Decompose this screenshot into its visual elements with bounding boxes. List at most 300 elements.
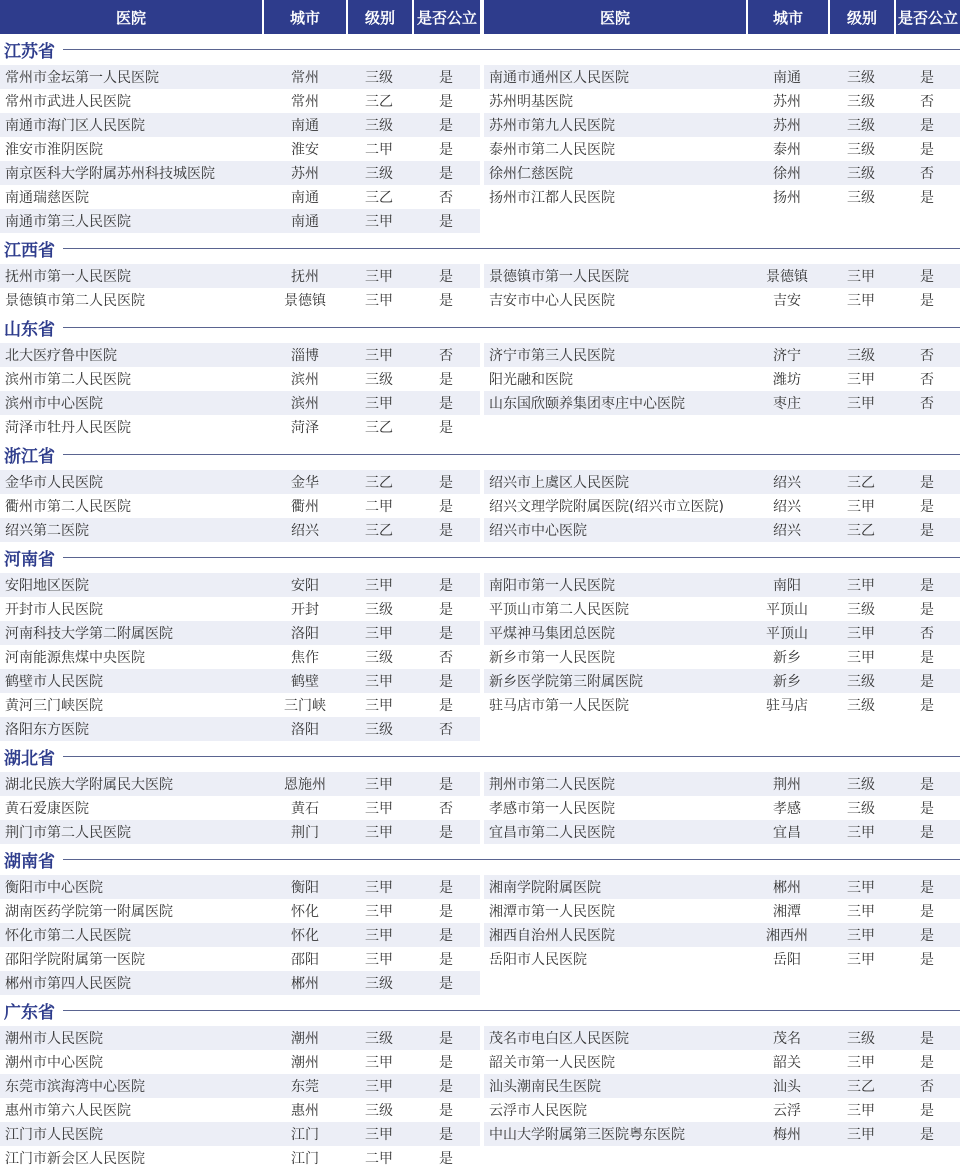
public-status: 否 bbox=[920, 396, 934, 412]
table-row bbox=[484, 1098, 960, 1122]
city: 驻马店 bbox=[766, 698, 808, 714]
public-status: 是 bbox=[439, 70, 453, 86]
city: 吉安 bbox=[773, 293, 801, 309]
city: 枣庄 bbox=[773, 396, 801, 412]
city: 南通 bbox=[291, 118, 319, 134]
hospital-name: 绍兴市上虞区人民医院 bbox=[489, 475, 629, 491]
hospital-name: 湘西自治州人民医院 bbox=[489, 928, 615, 944]
table-row bbox=[0, 820, 480, 844]
city: 江门 bbox=[291, 1151, 319, 1167]
city: 绍兴 bbox=[291, 523, 319, 539]
public-status: 否 bbox=[920, 166, 934, 182]
hospital-name: 南通瑞慈医院 bbox=[5, 190, 89, 206]
divider bbox=[63, 248, 960, 249]
city: 苏州 bbox=[291, 166, 319, 182]
grade: 三级 bbox=[847, 602, 875, 618]
hospital-name: 潮州市人民医院 bbox=[5, 1031, 103, 1047]
grade: 三乙 bbox=[365, 475, 393, 491]
header-city: 城市 bbox=[264, 0, 346, 34]
city: 新乡 bbox=[773, 650, 801, 666]
grade: 三级 bbox=[847, 142, 875, 158]
hospital-name: 泰州市第二人民医院 bbox=[489, 142, 615, 158]
table-row bbox=[484, 645, 960, 669]
grade: 三级 bbox=[365, 70, 393, 86]
public-status: 是 bbox=[920, 578, 934, 594]
hospital-name: 金华市人民医院 bbox=[5, 475, 103, 491]
public-status: 是 bbox=[920, 801, 934, 817]
public-status: 是 bbox=[439, 777, 453, 793]
city: 苏州 bbox=[773, 94, 801, 110]
hospital-name: 滨州市第二人民医院 bbox=[5, 372, 131, 388]
city: 洛阳 bbox=[291, 626, 319, 642]
grade: 二甲 bbox=[365, 1151, 393, 1167]
table-row bbox=[0, 1074, 480, 1098]
public-status: 是 bbox=[920, 1031, 934, 1047]
public-status: 是 bbox=[439, 1151, 453, 1167]
left-column bbox=[0, 343, 480, 439]
city: 淮安 bbox=[291, 142, 319, 158]
hospital-name: 绍兴文理学院附属医院(绍兴市立医院) bbox=[489, 499, 724, 515]
table-row bbox=[0, 113, 480, 137]
hospital-name: 济宁市第三人民医院 bbox=[489, 348, 615, 364]
city: 金华 bbox=[291, 475, 319, 491]
city: 扬州 bbox=[773, 190, 801, 206]
grade: 三级 bbox=[847, 348, 875, 364]
table-row bbox=[484, 161, 960, 185]
city: 平顶山 bbox=[766, 626, 808, 642]
grade: 三甲 bbox=[847, 952, 875, 968]
left-column bbox=[0, 875, 480, 995]
province-section bbox=[0, 312, 960, 439]
city: 湘西州 bbox=[766, 928, 808, 944]
left-column bbox=[0, 1026, 480, 1170]
province-section bbox=[0, 542, 960, 741]
right-column bbox=[484, 875, 960, 995]
table-row bbox=[484, 693, 960, 717]
table-row bbox=[484, 899, 960, 923]
table-row bbox=[0, 971, 480, 995]
hospital-name: 扬州市江都人民医院 bbox=[489, 190, 615, 206]
right-column bbox=[484, 573, 960, 741]
public-status: 是 bbox=[439, 475, 453, 491]
right-column bbox=[484, 1026, 960, 1170]
table-row bbox=[0, 367, 480, 391]
public-status: 是 bbox=[920, 674, 934, 690]
header-public: 是否公立 bbox=[896, 0, 960, 34]
hospital-name: 苏州明基医院 bbox=[489, 94, 573, 110]
city: 南通 bbox=[773, 70, 801, 86]
grade: 三甲 bbox=[365, 1055, 393, 1071]
table-row bbox=[484, 597, 960, 621]
grade: 三甲 bbox=[847, 499, 875, 515]
header-left bbox=[0, 0, 480, 34]
grade: 三级 bbox=[365, 118, 393, 134]
table-row bbox=[0, 391, 480, 415]
grade: 三甲 bbox=[365, 626, 393, 642]
city: 梅州 bbox=[773, 1127, 801, 1143]
table-row bbox=[0, 264, 480, 288]
city: 云浮 bbox=[773, 1103, 801, 1119]
public-status: 是 bbox=[439, 142, 453, 158]
grade: 三级 bbox=[365, 602, 393, 618]
hospital-name: 南通市第三人民医院 bbox=[5, 214, 131, 230]
public-status: 是 bbox=[439, 825, 453, 841]
city: 宜昌 bbox=[773, 825, 801, 841]
table-row bbox=[484, 470, 960, 494]
city: 泰州 bbox=[773, 142, 801, 158]
left-column bbox=[0, 470, 480, 542]
divider bbox=[63, 756, 960, 757]
city: 岳阳 bbox=[773, 952, 801, 968]
hospital-name: 怀化市第二人民医院 bbox=[5, 928, 131, 944]
hospital-name: 江门市人民医院 bbox=[5, 1127, 103, 1143]
table-row bbox=[0, 470, 480, 494]
grade: 三甲 bbox=[365, 904, 393, 920]
hospital-name: 湘潭市第一人民医院 bbox=[489, 904, 615, 920]
public-status: 是 bbox=[439, 904, 453, 920]
table-row bbox=[0, 796, 480, 820]
hospital-name: 阳光融和医院 bbox=[489, 372, 573, 388]
table-row bbox=[0, 415, 480, 439]
grade: 三甲 bbox=[847, 293, 875, 309]
table-row bbox=[484, 923, 960, 947]
table-row bbox=[484, 573, 960, 597]
grade: 三级 bbox=[847, 94, 875, 110]
city: 恩施州 bbox=[284, 777, 326, 793]
public-status: 是 bbox=[920, 698, 934, 714]
hospital-name: 新乡医学院第三附属医院 bbox=[489, 674, 643, 690]
city: 绍兴 bbox=[773, 523, 801, 539]
right-column bbox=[484, 470, 960, 542]
public-status: 否 bbox=[439, 722, 453, 738]
table-row bbox=[0, 185, 480, 209]
divider bbox=[63, 49, 960, 50]
city: 景德镇 bbox=[766, 269, 808, 285]
public-status: 是 bbox=[920, 1055, 934, 1071]
grade: 三甲 bbox=[365, 952, 393, 968]
public-status: 否 bbox=[920, 1079, 934, 1095]
city: 南阳 bbox=[773, 578, 801, 594]
grade: 三级 bbox=[365, 372, 393, 388]
city: 新乡 bbox=[773, 674, 801, 690]
city: 黄石 bbox=[291, 801, 319, 817]
hospital-name: 云浮市人民医院 bbox=[489, 1103, 587, 1119]
city: 安阳 bbox=[291, 578, 319, 594]
table-row bbox=[0, 65, 480, 89]
city: 景德镇 bbox=[284, 293, 326, 309]
table-row bbox=[484, 772, 960, 796]
divider bbox=[63, 1010, 960, 1011]
table-row bbox=[0, 772, 480, 796]
province-section bbox=[0, 34, 960, 233]
header-right bbox=[484, 0, 960, 34]
grade: 三级 bbox=[847, 674, 875, 690]
public-status: 否 bbox=[920, 372, 934, 388]
province-body bbox=[0, 1026, 960, 1170]
grade: 三甲 bbox=[365, 801, 393, 817]
right-column bbox=[484, 772, 960, 844]
header-hospital: 医院 bbox=[484, 0, 746, 34]
city: 抚州 bbox=[291, 269, 319, 285]
province-body bbox=[0, 65, 960, 233]
grade: 三甲 bbox=[365, 578, 393, 594]
hospital-name: 淮安市淮阴医院 bbox=[5, 142, 103, 158]
public-status: 否 bbox=[439, 801, 453, 817]
city: 淄博 bbox=[291, 348, 319, 364]
grade: 三级 bbox=[365, 650, 393, 666]
grade: 三甲 bbox=[847, 928, 875, 944]
hospital-name: 宜昌市第二人民医院 bbox=[489, 825, 615, 841]
table-row bbox=[0, 1050, 480, 1074]
public-status: 是 bbox=[439, 1127, 453, 1143]
grade: 二甲 bbox=[365, 499, 393, 515]
grade: 三甲 bbox=[847, 396, 875, 412]
public-status: 否 bbox=[920, 348, 934, 364]
table-row bbox=[0, 1098, 480, 1122]
public-status: 是 bbox=[439, 396, 453, 412]
table-row bbox=[0, 209, 480, 233]
city: 潮州 bbox=[291, 1031, 319, 1047]
public-status: 是 bbox=[920, 475, 934, 491]
grade: 三甲 bbox=[365, 293, 393, 309]
hospital-name: 惠州市第六人民医院 bbox=[5, 1103, 131, 1119]
public-status: 是 bbox=[439, 214, 453, 230]
hospital-name: 韶关市第一人民医院 bbox=[489, 1055, 615, 1071]
grade: 三甲 bbox=[365, 777, 393, 793]
grade: 三甲 bbox=[847, 650, 875, 666]
table-row bbox=[484, 875, 960, 899]
province-sections bbox=[0, 34, 960, 1170]
table-row bbox=[484, 113, 960, 137]
city: 滨州 bbox=[291, 396, 319, 412]
grade: 三级 bbox=[365, 722, 393, 738]
hospital-name: 平顶山市第二人民医院 bbox=[489, 602, 629, 618]
public-status: 是 bbox=[439, 952, 453, 968]
right-column bbox=[484, 264, 960, 312]
city: 洛阳 bbox=[291, 722, 319, 738]
public-status: 否 bbox=[920, 94, 934, 110]
grade: 三乙 bbox=[365, 94, 393, 110]
grade: 三甲 bbox=[847, 1103, 875, 1119]
public-status: 否 bbox=[439, 348, 453, 364]
public-status: 是 bbox=[920, 269, 934, 285]
province-section bbox=[0, 995, 960, 1170]
table-row bbox=[484, 669, 960, 693]
public-status: 是 bbox=[439, 269, 453, 285]
public-status: 是 bbox=[920, 777, 934, 793]
city: 韶关 bbox=[773, 1055, 801, 1071]
grade: 三乙 bbox=[847, 523, 875, 539]
grade: 三乙 bbox=[847, 1079, 875, 1095]
province-title: 湖南省 bbox=[4, 852, 55, 872]
table-row bbox=[0, 669, 480, 693]
hospital-name: 南阳市第一人民医院 bbox=[489, 578, 615, 594]
header-city: 城市 bbox=[748, 0, 828, 34]
public-status: 是 bbox=[439, 880, 453, 896]
table-row bbox=[484, 796, 960, 820]
city: 湘潭 bbox=[773, 904, 801, 920]
grade: 三甲 bbox=[365, 1127, 393, 1143]
city: 南通 bbox=[291, 214, 319, 230]
hospital-name: 景德镇市第一人民医院 bbox=[489, 269, 629, 285]
public-status: 是 bbox=[920, 880, 934, 896]
public-status: 否 bbox=[439, 650, 453, 666]
hospital-name: 湘南学院附属医院 bbox=[489, 880, 601, 896]
hospital-name: 江门市新会区人民医院 bbox=[5, 1151, 145, 1167]
public-status: 是 bbox=[439, 928, 453, 944]
table-row bbox=[484, 820, 960, 844]
grade: 三甲 bbox=[847, 825, 875, 841]
province-header bbox=[0, 542, 960, 573]
city: 荆州 bbox=[773, 777, 801, 793]
public-status: 是 bbox=[920, 952, 934, 968]
public-status: 是 bbox=[920, 523, 934, 539]
hospital-name: 郴州市第四人民医院 bbox=[5, 976, 131, 992]
public-status: 是 bbox=[439, 420, 453, 436]
hospital-name: 茂名市电白区人民医院 bbox=[489, 1031, 629, 1047]
city: 东莞 bbox=[291, 1079, 319, 1095]
province-section bbox=[0, 233, 960, 312]
city: 南通 bbox=[291, 190, 319, 206]
divider bbox=[63, 557, 960, 558]
public-status: 是 bbox=[439, 166, 453, 182]
city: 江门 bbox=[291, 1127, 319, 1143]
hospital-name: 抚州市第一人民医院 bbox=[5, 269, 131, 285]
public-status: 是 bbox=[439, 293, 453, 309]
province-header bbox=[0, 741, 960, 772]
city: 菏泽 bbox=[291, 420, 319, 436]
public-status: 是 bbox=[439, 523, 453, 539]
province-header bbox=[0, 995, 960, 1026]
public-status: 是 bbox=[920, 499, 934, 515]
province-section bbox=[0, 439, 960, 542]
province-body bbox=[0, 470, 960, 542]
province-body bbox=[0, 264, 960, 312]
grade: 三甲 bbox=[365, 880, 393, 896]
hospital-name: 湖北民族大学附属民大医院 bbox=[5, 777, 173, 793]
hospital-name: 鹤壁市人民医院 bbox=[5, 674, 103, 690]
province-header bbox=[0, 844, 960, 875]
city: 惠州 bbox=[291, 1103, 319, 1119]
public-status: 是 bbox=[920, 602, 934, 618]
public-status: 是 bbox=[920, 1127, 934, 1143]
header-hospital: 医院 bbox=[0, 0, 262, 34]
grade: 三乙 bbox=[365, 523, 393, 539]
province-title: 河南省 bbox=[4, 550, 55, 570]
province-body bbox=[0, 875, 960, 995]
public-status: 是 bbox=[920, 190, 934, 206]
hospital-name: 南通市海门区人民医院 bbox=[5, 118, 145, 134]
grade: 三级 bbox=[847, 70, 875, 86]
city: 汕头 bbox=[773, 1079, 801, 1095]
grade: 三级 bbox=[847, 118, 875, 134]
table-row bbox=[484, 494, 960, 518]
public-status: 是 bbox=[920, 1103, 934, 1119]
province-title: 浙江省 bbox=[4, 447, 55, 467]
grade: 三级 bbox=[847, 190, 875, 206]
city: 邵阳 bbox=[291, 952, 319, 968]
grade: 三甲 bbox=[365, 396, 393, 412]
public-status: 是 bbox=[439, 1031, 453, 1047]
grade: 三甲 bbox=[847, 269, 875, 285]
hospital-name: 孝感市第一人民医院 bbox=[489, 801, 615, 817]
public-status: 是 bbox=[439, 578, 453, 594]
hospital-name: 衢州市第二人民医院 bbox=[5, 499, 131, 515]
divider bbox=[63, 454, 960, 455]
table-row bbox=[0, 518, 480, 542]
city: 荆门 bbox=[291, 825, 319, 841]
public-status: 是 bbox=[920, 650, 934, 666]
public-status: 是 bbox=[439, 118, 453, 134]
public-status: 是 bbox=[439, 674, 453, 690]
header-grade: 级别 bbox=[830, 0, 894, 34]
city: 潍坊 bbox=[773, 372, 801, 388]
grade: 三甲 bbox=[847, 1127, 875, 1143]
grade: 三乙 bbox=[847, 475, 875, 491]
hospital-name: 荆州市第二人民医院 bbox=[489, 777, 615, 793]
hospital-name: 岳阳市人民医院 bbox=[489, 952, 587, 968]
public-status: 是 bbox=[439, 1079, 453, 1095]
grade: 三乙 bbox=[365, 190, 393, 206]
hospital-name: 苏州市第九人民医院 bbox=[489, 118, 615, 134]
province-body bbox=[0, 573, 960, 741]
table-row bbox=[484, 343, 960, 367]
table-row bbox=[0, 573, 480, 597]
grade: 三甲 bbox=[365, 674, 393, 690]
hospital-name: 湖南医药学院第一附属医院 bbox=[5, 904, 173, 920]
public-status: 是 bbox=[439, 698, 453, 714]
table-row bbox=[484, 367, 960, 391]
province-header bbox=[0, 233, 960, 264]
public-status: 是 bbox=[439, 626, 453, 642]
city: 徐州 bbox=[773, 166, 801, 182]
city: 常州 bbox=[291, 94, 319, 110]
hospital-name: 潮州市中心医院 bbox=[5, 1055, 103, 1071]
city: 孝感 bbox=[773, 801, 801, 817]
province-section bbox=[0, 844, 960, 995]
hospital-name: 汕头潮南民生医院 bbox=[489, 1079, 601, 1095]
header-grade: 级别 bbox=[348, 0, 412, 34]
city: 开封 bbox=[291, 602, 319, 618]
hospital-name: 吉安市中心人民医院 bbox=[489, 293, 615, 309]
table-row bbox=[0, 161, 480, 185]
public-status: 是 bbox=[439, 602, 453, 618]
city: 衡阳 bbox=[291, 880, 319, 896]
public-status: 是 bbox=[920, 293, 934, 309]
city: 苏州 bbox=[773, 118, 801, 134]
hospital-name: 常州市金坛第一人民医院 bbox=[5, 70, 159, 86]
table-row bbox=[484, 1050, 960, 1074]
city: 茂名 bbox=[773, 1031, 801, 1047]
divider bbox=[63, 327, 960, 328]
left-column bbox=[0, 264, 480, 312]
hospital-name: 绍兴市中心医院 bbox=[489, 523, 587, 539]
table-row bbox=[484, 1122, 960, 1146]
city: 平顶山 bbox=[766, 602, 808, 618]
city: 滨州 bbox=[291, 372, 319, 388]
header-public: 是否公立 bbox=[414, 0, 480, 34]
hospital-name: 南通市通州区人民医院 bbox=[489, 70, 629, 86]
province-header bbox=[0, 312, 960, 343]
city: 绍兴 bbox=[773, 499, 801, 515]
table-row bbox=[0, 597, 480, 621]
public-status: 是 bbox=[920, 70, 934, 86]
left-column bbox=[0, 573, 480, 741]
grade: 三级 bbox=[847, 801, 875, 817]
table-row bbox=[0, 717, 480, 741]
grade: 三甲 bbox=[847, 1055, 875, 1071]
grade: 三甲 bbox=[847, 880, 875, 896]
